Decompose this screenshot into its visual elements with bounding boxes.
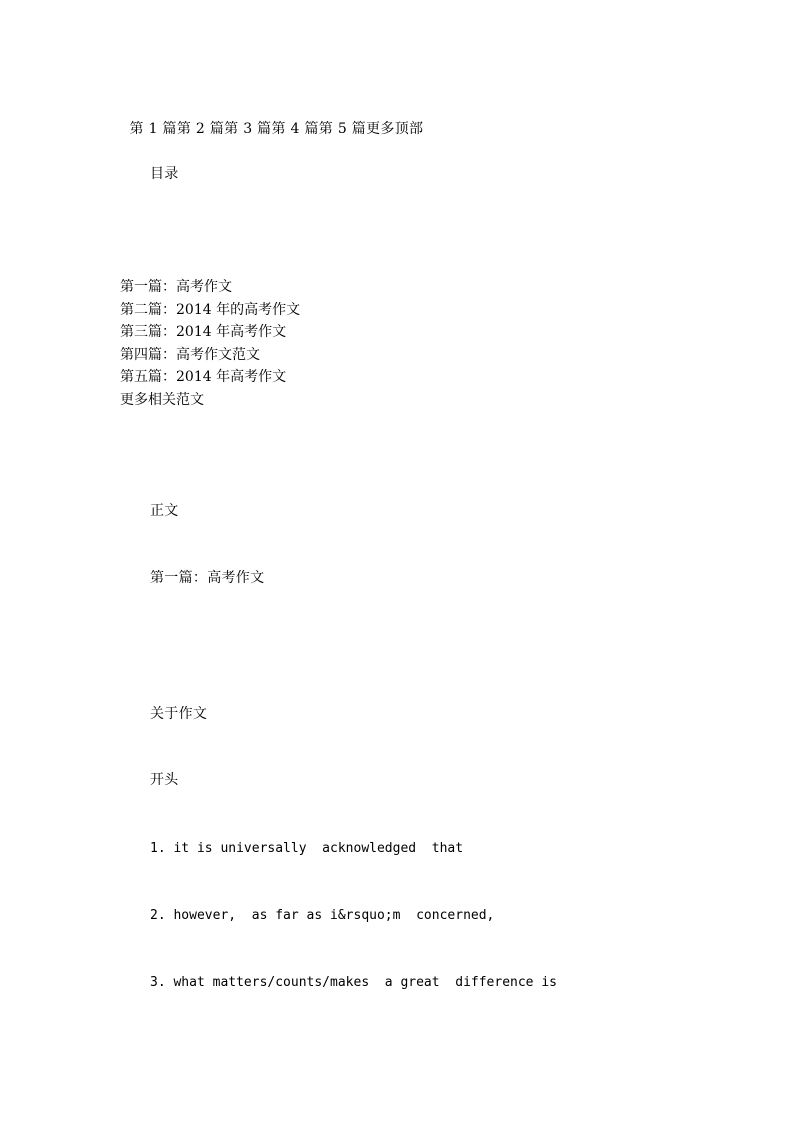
phrase-item-2: 2. however, as far as i&rsquo;m concerned, <box>150 908 495 923</box>
article-title: 第一篇：高考作文 <box>150 570 265 586</box>
nav-link-part-5[interactable]: 第 5 篇 <box>318 121 367 137</box>
toc-item-4[interactable]: 第四篇：高考作文范文 <box>120 346 260 363</box>
toc-item-more[interactable]: 更多相关范文 <box>120 391 204 408</box>
top-nav <box>120 96 423 140</box>
toc-item-3[interactable]: 第三篇：2014 年高考作文 <box>120 324 287 340</box>
toc-item-2[interactable]: 第二篇：2014 年的高考作文 <box>120 301 301 318</box>
toc-item-5[interactable]: 第五篇：2014 年高考作文 <box>120 369 287 385</box>
nav-link-part-1[interactable]: 第 1 篇 <box>129 121 177 137</box>
table-of-contents <box>120 276 300 411</box>
phrase-item-1: 1. it is universally acknowledged that <box>150 841 464 856</box>
toc-item-1[interactable]: 第一篇：高考作文 <box>120 279 232 295</box>
toc-heading: 目录 <box>150 166 179 182</box>
nav-link-part-4[interactable]: 第 4 篇 <box>271 121 319 137</box>
nav-link-part-3[interactable]: 第 3 篇 <box>224 121 272 137</box>
section-title: 关于作文 <box>150 706 208 722</box>
body-heading: 正文 <box>150 503 179 519</box>
phrase-item-3: 3. what matters/counts/makes a great difference is <box>150 975 557 990</box>
nav-link-more[interactable]: 更多 <box>366 121 395 137</box>
subsection-title: 开头 <box>150 772 179 788</box>
nav-link-top[interactable]: 顶部 <box>394 121 424 137</box>
nav-link-part-2[interactable]: 第 2 篇 <box>176 121 225 137</box>
